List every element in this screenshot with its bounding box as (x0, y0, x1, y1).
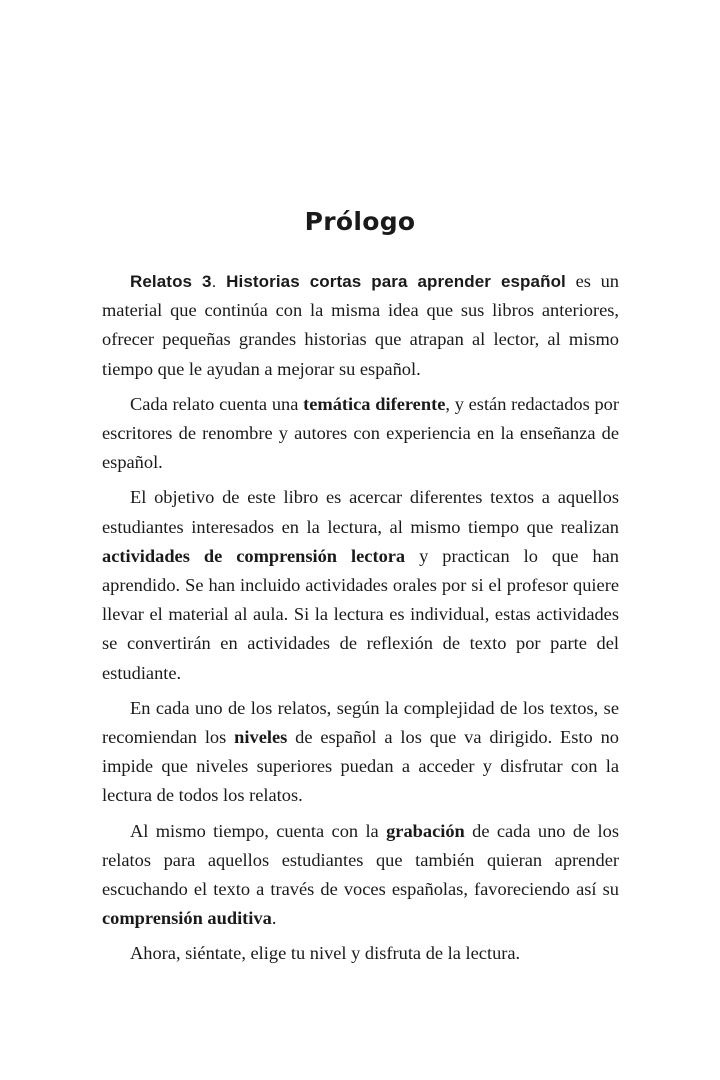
paragraph (102, 390, 619, 478)
paragraph (102, 817, 619, 934)
book-title-text: Relatos 3 (130, 272, 212, 291)
emphasis-text: comprensión auditiva (102, 908, 272, 929)
paragraph (102, 483, 619, 687)
paragraph-text: y practican lo que han aprendido. Se han incluido actividades orales por si el profesor quiere llevar el material al aula. Si la lectura es individual, estas actividades se convertirán en actividades de reflexión de texto por parte del estudiante. (102, 545, 619, 683)
title-separator-text: . (211, 272, 227, 291)
emphasis-text: actividades de comprensión lectora (102, 545, 406, 566)
paragraph-text: , y están redactados por escritores de renombre y autores con experiencia en la enseñanza de español. (102, 393, 620, 473)
emphasis-text: temática diferente (303, 393, 446, 414)
emphasis-text: niveles (234, 727, 288, 748)
paragraph-text: En cada uno de los relatos, según la complejidad de los textos, se recomiendan los (102, 697, 619, 748)
page-title: Prólogo (304, 207, 416, 236)
paragraph (102, 939, 619, 968)
paragraph (102, 267, 619, 384)
paragraph-text: de cada uno de los relatos para aquellos estudiantes que también quieran aprender escuchando el texto a través de voces españolas, favoreciendo así su (102, 820, 620, 900)
paragraph-text: El objetivo de este libro es acercar diferentes textos a aquellos estudiantes interesados en la lectura, al mismo tiempo que realizan (102, 487, 619, 537)
paragraph-text: Al mismo tiempo, cuenta con la (130, 820, 387, 841)
book-title-text: Historias cortas para aprender español (226, 272, 566, 291)
paragraph-text: Ahora, siéntate, elige tu nivel y disfruta de la lectura. (130, 943, 521, 964)
prologue-body (102, 267, 619, 969)
paragraph-text: de español a los que va dirigido. Esto no impide que niveles superiores puedan a acceder y disfrutar con la lectura de todos los relatos. (102, 727, 619, 806)
paragraph (102, 694, 619, 811)
paragraph-text: . (271, 908, 277, 929)
paragraph-text: es un material que continúa con la misma idea que sus libros anteriores, ofrecer pequeñas grandes historias que atrapan al lector, al mismo tiempo que le ayudan a mejorar su español. (102, 271, 619, 379)
emphasis-text: grabación (386, 820, 465, 841)
paragraph-text: Cada relato cuenta una (130, 393, 304, 414)
